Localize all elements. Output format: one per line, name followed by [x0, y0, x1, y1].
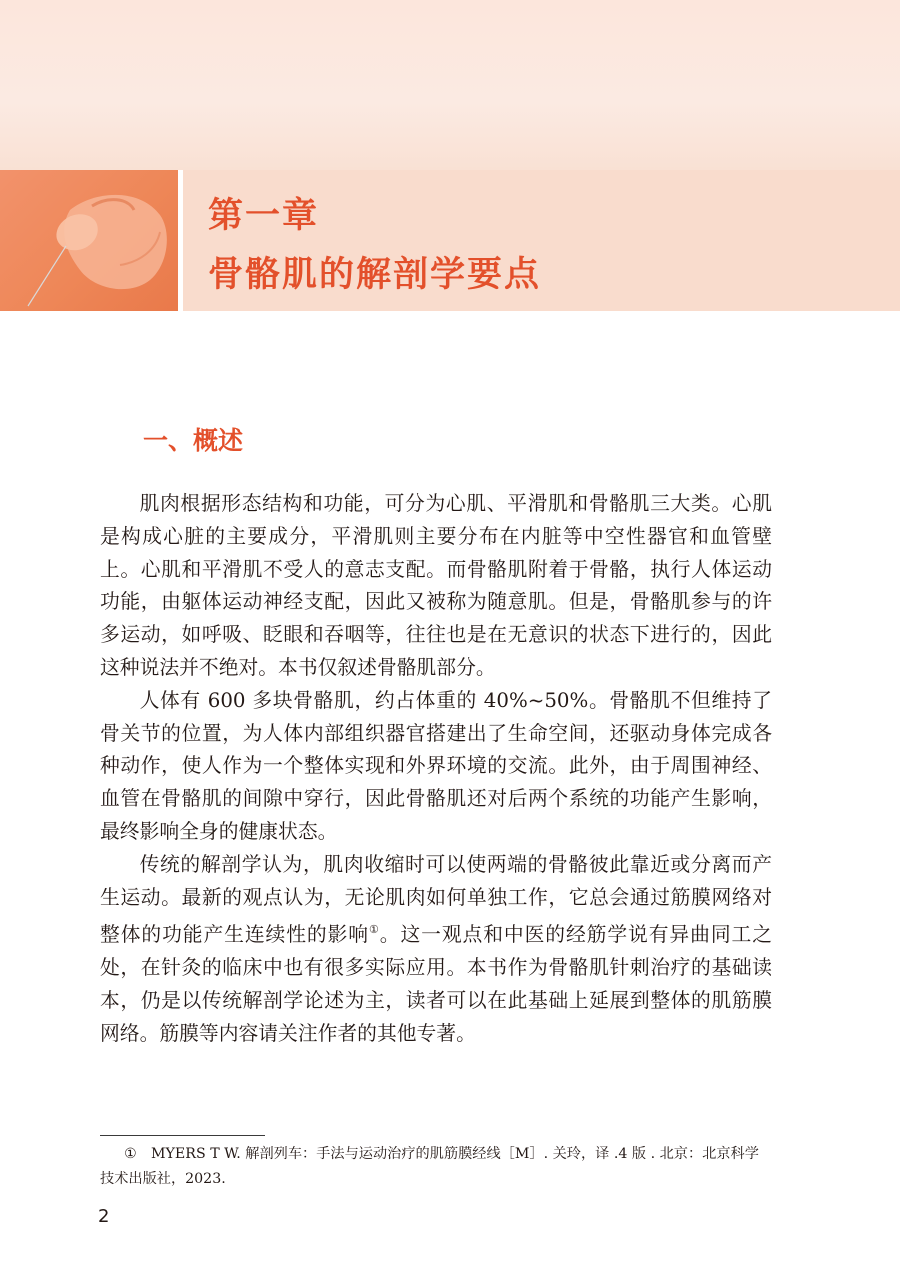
paragraph-3-part-2: 。这一观点和中医的经筋学说有异曲同工之处，在针灸的临床中也有很多实际应用。本书作为骨骼肌针刺治疗的基础读本，仍是以传统解剖学论述为主，读者可以在此基础上延展到整体的肌筋膜网络。筋膜等内容请关注作者的其他专著。 — [100, 923, 772, 1045]
footnote: ① MYERS T W. 解剖列车：手法与运动治疗的肌筋膜经线［M］. 关玲，译 .4 版 . 北京：北京科学技术出版社，2023. — [100, 1146, 759, 1187]
footnote-divider — [100, 1135, 265, 1136]
photo-divider — [178, 170, 183, 311]
hand-holding-needle-icon — [0, 170, 178, 311]
page-number: 2 — [98, 1206, 110, 1227]
chapter-title: 骨骼肌的解剖学要点 — [208, 255, 542, 295]
chapter-photo — [0, 170, 178, 311]
body-text — [100, 488, 772, 1051]
paragraph-1: 肌肉根据形态结构和功能，可分为心肌、平滑肌和骨骼肌三大类。心肌是构成心脏的主要成分，平滑肌则主要分布在内脏等中空性器官和血管壁上。心肌和平滑肌不受人的意志支配。而骨骼肌附着于骨骼，执行人体运动功能，由躯体运动神经支配，因此又被称为随意肌。但是，骨骼肌参与的许多运动，如呼吸、眨眼和吞咽等，往往也是在无意识的状态下进行的，因此这种说法并不绝对。本书仅叙述骨骼肌部分。 — [100, 492, 772, 679]
paragraph-2: 人体有 600 多块骨骼肌，约占体重的 40%~50%。骨骼肌不但维持了骨关节的位置，为人体内部组织器官搭建出了生命空间，还驱动身体完成各种动作，使人作为一个整体实现和外界环境的交流。此外，由于周围神经、血管在骨骼肌的间隙中穿行，因此骨骼肌还对后两个系统的功能产生影响，最终影响全身的健康状态。 — [100, 688, 772, 843]
section-heading: 一、概述 — [143, 426, 244, 455]
chapter-number: 第一章 — [208, 196, 320, 236]
header-gradient — [0, 0, 900, 170]
paragraph-3 — [100, 849, 772, 1051]
footnote-reference[interactable]: ① — [368, 923, 380, 937]
paragraph-3-part-1: 传统的解剖学认为，肌肉收缩时可以使两端的骨骼彼此靠近或分离而产生运动。最新的观点认为，无论肌肉如何单独工作，它总会通过筋膜网络对整体的功能产生连续性的影响 — [100, 852, 772, 947]
